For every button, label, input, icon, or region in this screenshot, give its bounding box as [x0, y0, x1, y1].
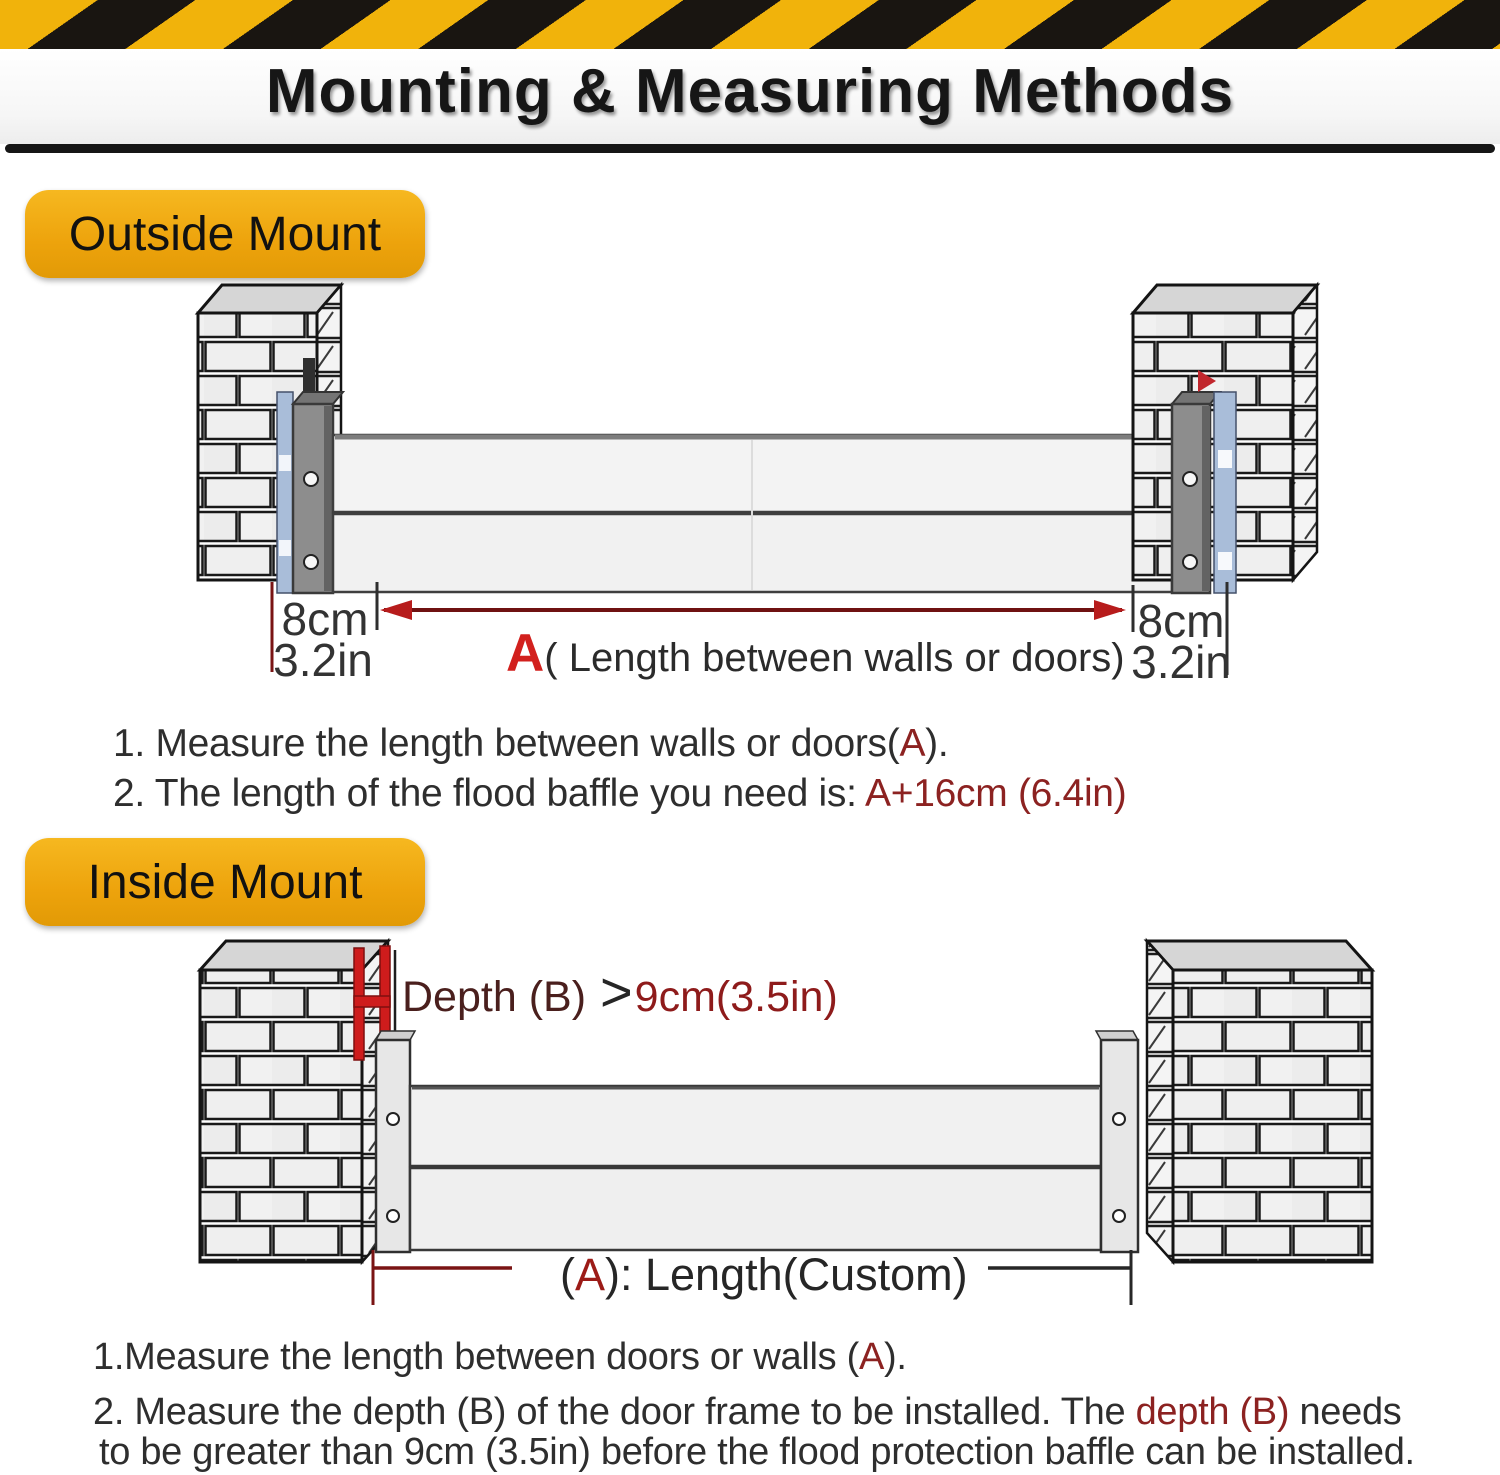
barrier-panel-bottom: [410, 1168, 1101, 1250]
outside-mount-badge: [25, 190, 425, 278]
right-brick-pillar: [1147, 941, 1372, 1262]
outside-step-1: [113, 723, 948, 766]
outside-step-1-text: 1. Measure the length between walls or doors(: [113, 722, 900, 765]
span-length-label: [506, 624, 1125, 683]
screw-hole: [304, 472, 318, 486]
outside-step-1-red: A: [899, 722, 926, 765]
outside-step-2: [113, 773, 1126, 816]
arrowhead-right-icon: [1094, 600, 1126, 620]
inside-step-2-post: needs: [1289, 1391, 1402, 1433]
screw-hole: [1183, 555, 1197, 569]
outside-step-2-text: 2. The length of the flood baffle you need is:: [113, 772, 866, 815]
measure-right-cm: 8cm: [1137, 595, 1225, 647]
measure-right-inch: 3.2in: [1131, 636, 1231, 688]
inside-step-2-text: 2. Measure the depth (B) of the door frame to be installed. The: [93, 1391, 1136, 1433]
screw-hole: [1113, 1113, 1125, 1125]
left-brick-pillar: [200, 941, 395, 1262]
screw-hole: [387, 1210, 399, 1222]
screw-hole: [1183, 472, 1197, 486]
depth-label-value: 9cm(3.5in): [634, 973, 838, 1021]
inside-mount-badge-label: Inside Mount: [87, 855, 363, 909]
right-mount-bracket: [1172, 370, 1236, 593]
hazard-stripe-banner: [0, 0, 1500, 49]
screw-hole: [304, 555, 318, 569]
flood-barrier-panels: [333, 435, 1172, 592]
anchor-pin: [303, 358, 315, 394]
inside-step-2-line-1: [93, 1392, 1402, 1434]
depth-label-gt: >: [599, 960, 633, 1023]
depth-label-text: Depth (B): [402, 973, 598, 1021]
outside-mount-badge-label: Outside Mount: [68, 207, 382, 261]
inside-step-1-post: ).: [883, 1336, 907, 1378]
inside-mount-badge: [25, 838, 425, 926]
page-title: Mounting & Measuring Methods: [265, 57, 1235, 126]
custom-length-label-text: ): Length(Custom): [605, 1249, 968, 1300]
custom-length-label-pre: (: [560, 1249, 575, 1300]
inside-step-1: [93, 1337, 907, 1379]
span-length-label-text: ( Length between walls or doors): [544, 636, 1125, 680]
outside-step-2-red: A+16cm (6.4in): [865, 772, 1127, 815]
arrowhead-left-icon: [380, 600, 412, 620]
screw-hole: [1113, 1210, 1125, 1222]
inside-step-2-line-2: to be greater than 9cm (3.5in) before the flood protection baffle can be installed.: [99, 1431, 1415, 1473]
inside-step-2-red: depth (B): [1135, 1391, 1290, 1433]
flood-barrier-panels: [410, 1086, 1101, 1250]
custom-length-label: [560, 1249, 968, 1300]
inside-step-1-red: A: [858, 1336, 884, 1378]
custom-length-label-A: A: [575, 1249, 606, 1300]
outside-step-1-post: ).: [925, 722, 949, 765]
depth-label: [402, 960, 838, 1023]
measure-left-inch: 3.2in: [273, 634, 373, 686]
span-length-label-A: A: [506, 624, 545, 683]
inside-step-1-text: 1.Measure the length between doors or walls (: [93, 1336, 859, 1378]
barrier-panel-top: [410, 1086, 1101, 1166]
screw-hole: [387, 1113, 399, 1125]
title-divider: [5, 144, 1495, 153]
seal-strip: [277, 392, 293, 593]
measure-left-cm: 8cm: [281, 593, 369, 645]
right-mount-bracket: [1096, 1031, 1138, 1252]
